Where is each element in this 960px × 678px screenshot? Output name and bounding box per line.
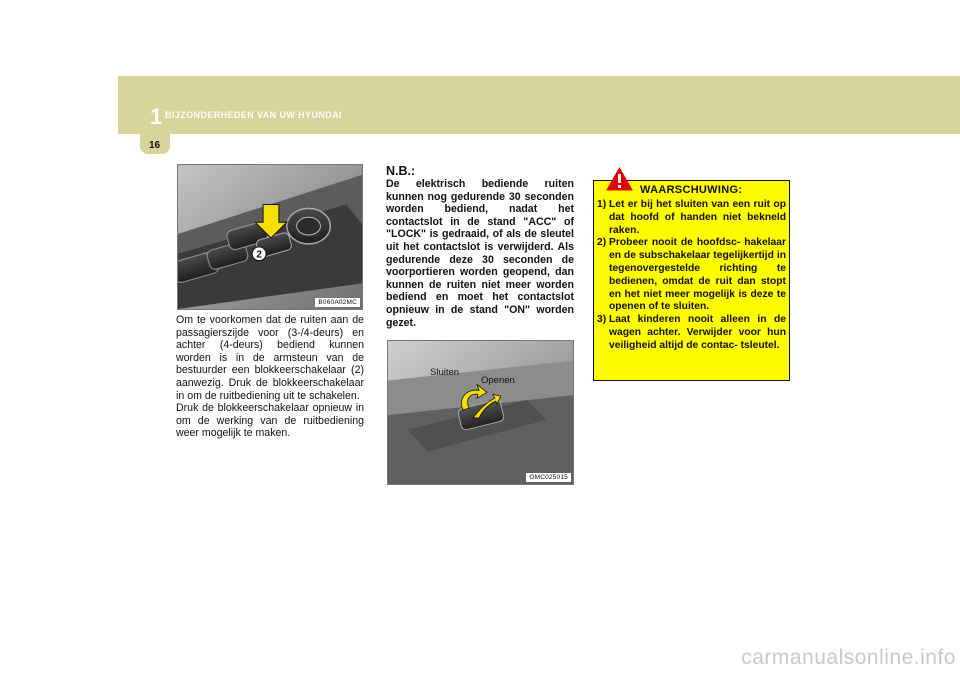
armrest-switch-illustration xyxy=(178,165,362,309)
warning-item xyxy=(597,199,786,237)
warning-title: WAARSCHUWING: xyxy=(640,184,743,196)
warning-item xyxy=(597,314,786,352)
label-close: Sluiten xyxy=(430,367,460,378)
figure-code: B060A02MC xyxy=(315,298,360,307)
chapter-title: BIJZONDERHEDEN VAN UW HYUNDAI xyxy=(165,110,342,120)
paragraph: Om te voorkomen dat de ruiten aan de passagierszijde voor (3-/4-deurs) en achter (4-deurs) bediend kunnen worden is in de armsteun van de bestuurder een blokkeerschakelaar (2) aanwezig. Druk de blokkeerschakelaar in om de ruitbediening uit te schakelen. xyxy=(176,314,364,402)
header-band xyxy=(118,76,960,134)
watermark: carmanualsonline.info xyxy=(741,646,956,669)
paragraph: Druk de blokkeerschakelaar opnieuw in om de werking van de ruitbediening weer mogelijk te maken. xyxy=(176,402,364,440)
page-number: 16 xyxy=(149,140,161,151)
note-title: N.B.: xyxy=(386,164,416,178)
callout-number: 2 xyxy=(256,249,262,261)
warning-exclamation-icon xyxy=(606,167,633,191)
warning-item-text: Probeer nooit de hoofdsc- hakelaar en de subschakelaar tegelijkertijd in tegenovergestelde richting te bedienen, omdat de ruit dan stopt en het niet meer mogelijk is deze te openen of te sluiten. xyxy=(609,237,786,313)
warning-item xyxy=(597,237,786,314)
figure-lock-switch-photo xyxy=(177,164,363,310)
warning-item-text: Laat kinderen nooit alleen in de wagen achter. Verwijder voor hun veiligheid altijd de contac- tsleutel. xyxy=(609,314,786,351)
warning-item-number: 1) xyxy=(597,199,607,210)
label-open: Openen xyxy=(481,375,515,386)
chapter-number: 1 xyxy=(150,104,163,129)
figure-code: OMC025015 xyxy=(526,473,571,482)
window-switch-illustration xyxy=(388,341,573,484)
warning-item-number: 2) xyxy=(597,237,607,249)
figure-window-switch-photo xyxy=(387,340,574,485)
warning-list xyxy=(597,199,786,353)
note-text: De elektrisch bediende ruiten kunnen nog gedurende 30 seconden worden bediend, nadat het contactslot in de stand "ACC" of "LOCK" is gedraaid, of als de sleutel uit het contactslot is verwijderd. Als gedurende deze 30 seconden de voorportieren worden geopend, dan kunnen de ruiten niet meer worden bediend en moet het contactslot opnieuw in de stand "ON" worden gezet. xyxy=(386,178,574,329)
lock-switch-description xyxy=(176,314,364,440)
warning-item-number: 3) xyxy=(597,314,607,326)
warning-item-text: Let er bij het sluiten van een ruit op dat hoofd of handen niet bekneld raken. xyxy=(609,199,786,236)
